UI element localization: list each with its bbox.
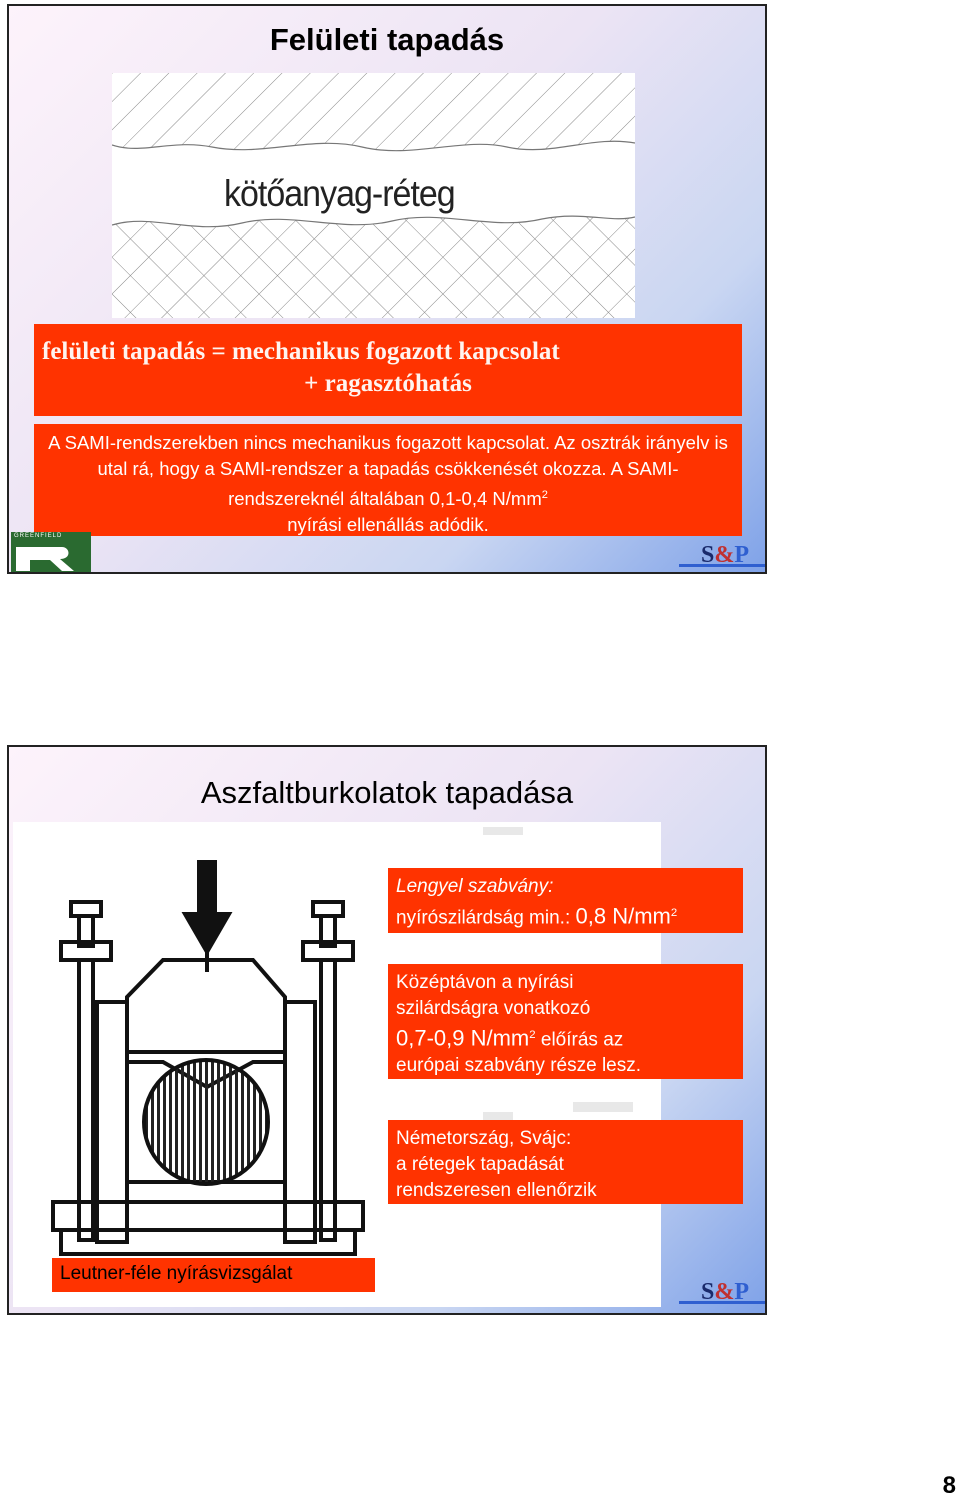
shear-strength-sup: 2 <box>670 907 678 919</box>
european-standard-box <box>388 964 743 1079</box>
greenfield-logo-text: GREENFIELD <box>14 533 63 539</box>
de-ch-line-2: a rétegek tapadását <box>396 1154 564 1175</box>
slide1-title: Felületi tapadás <box>269 22 505 57</box>
polish-standard-box <box>388 868 743 933</box>
definition-box <box>34 324 742 416</box>
sami-info-tail: nyírási ellenállás adódik. <box>287 514 489 536</box>
page-number: 8 <box>942 1472 956 1499</box>
sp-logo <box>679 540 765 574</box>
sami-info-box <box>34 424 742 536</box>
de-ch-line-1: Németország, Svájc: <box>396 1128 572 1149</box>
sp-logo-2-text: S&P <box>701 1279 750 1305</box>
polish-standard-value <box>396 900 735 931</box>
definition-line-2: + ragasztóhatás <box>304 370 472 397</box>
sami-info-sup: 2 <box>541 489 548 501</box>
eu-line-2: szilárdságra vonatkozó <box>396 998 591 1019</box>
polish-standard-label: Lengyel szabvány: <box>396 876 554 897</box>
binder-layer-label: kötőanyag-réteg <box>224 173 455 215</box>
binder-layer-figure <box>112 73 635 318</box>
de-ch-line-3: rendszeresen ellenőrzik <box>396 1180 597 1201</box>
sp-logo-2 <box>679 1277 765 1313</box>
slide-felszini-tapadas <box>7 4 767 574</box>
germany-switzerland-box <box>388 1120 743 1204</box>
eu-line-3-tail: előírás az <box>540 1029 624 1051</box>
shear-strength-value: 0,8 N/mm <box>575 903 671 929</box>
sami-info-text: A SAMI-rendszerekben nincs mechanikus fogazott kapcsolat. Az osztrák irányelv is utal rá, hogy a SAMI-rendszer a tapadás csökkenését okozza. A SAMI-rendszereknél általában 0,1-0,4 N/mm <box>48 432 728 510</box>
eu-range-sup: 2 <box>529 1029 536 1041</box>
slide-aszfalt-tapadas <box>7 745 767 1315</box>
definition-line-1: felületi tapadás = mechanikus fogazott kapcsolat <box>42 338 560 365</box>
eu-line-4: európai szabvány része lesz. <box>396 1055 642 1077</box>
eu-range-value: 0,7-0,9 N/mm <box>396 1025 530 1051</box>
greenfield-logo-mark <box>12 533 90 573</box>
leutner-caption: Leutner-féle nyírásvizsgálat <box>52 1258 375 1292</box>
sp-logo-text: S&P <box>701 542 750 568</box>
slide2-title: Aszfaltburkolatok tapadása <box>200 775 574 810</box>
shear-strength-label: nyírószilárdság min.: <box>396 907 571 929</box>
eu-line-3 <box>396 1022 735 1053</box>
eu-line-1: Középtávon a nyírási <box>396 972 574 993</box>
greenfield-logo <box>11 532 91 574</box>
